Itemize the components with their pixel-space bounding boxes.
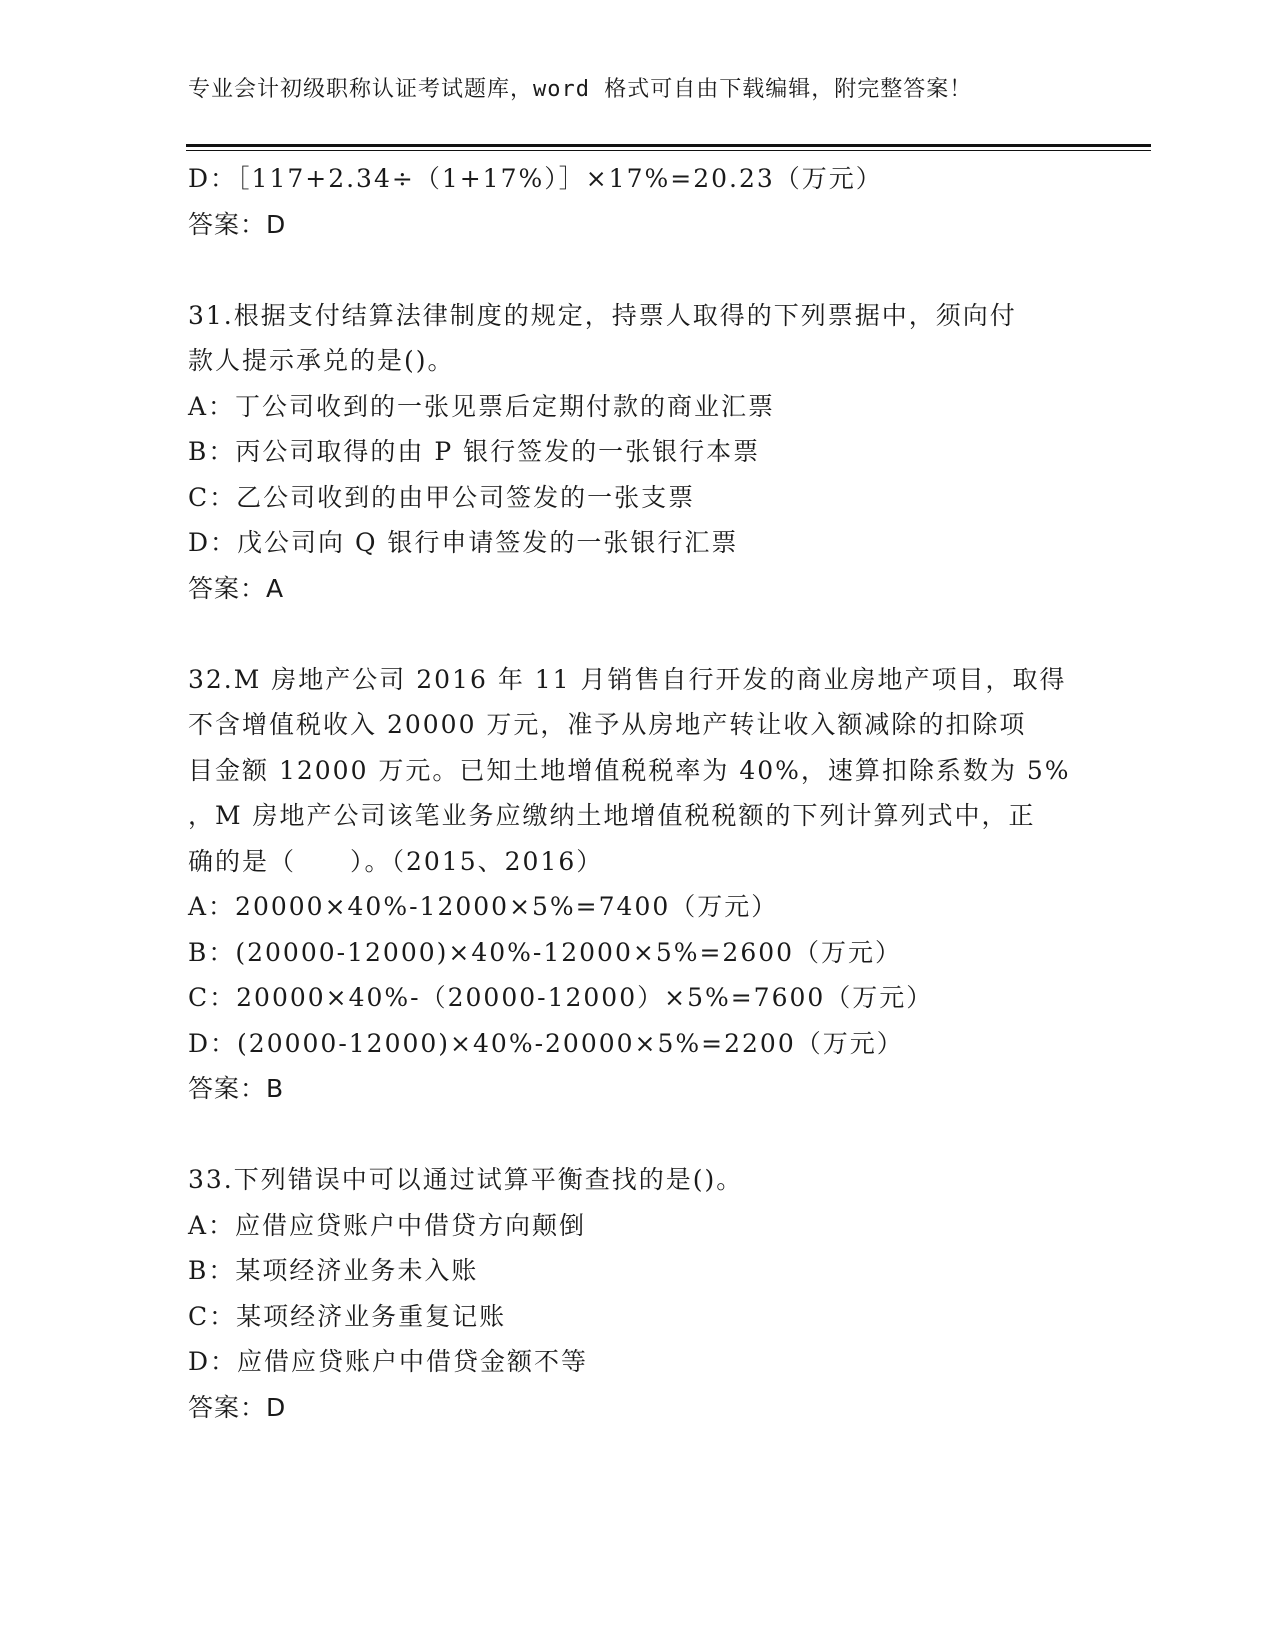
spacer: [188, 1112, 1088, 1158]
q32-answer: 答案：B: [188, 1074, 285, 1103]
q33-option-c: C：某项经济业务重复记账: [188, 1301, 507, 1331]
q32-stem-line-2: 不含增值税收入 20000 万元，准予从房地产转让收入额减除的扣除项: [188, 710, 1027, 739]
page-header: 专业会计初级职称认证考试题库，word 格式可自由下载编辑，附完整答案！: [188, 77, 973, 102]
header-rule-thin: [186, 150, 1151, 151]
prev-option-d: D：［117+2.34÷（1+17%）］×17%=20.23（万元）: [188, 164, 883, 193]
question-content: [188, 156, 1088, 1430]
prev-answer: 答案：D: [188, 209, 287, 239]
q32-option-a: A：20000×40%-12000×5%=7400（万元）: [188, 892, 779, 921]
header-rule-thick: [186, 144, 1151, 147]
q32-stem-line-3: 目金额 12000 万元。已知土地增值税税率为 40%，速算扣除系数为 5%: [188, 755, 1071, 785]
question-33: [188, 1157, 1088, 1430]
q32-option-b: B：(20000-12000)×40%-12000×5%=2600（万元）: [188, 937, 903, 967]
q31-option-d: D：戊公司向 Q 银行申请签发的一张银行汇票: [188, 528, 739, 557]
q33-option-a: A：应借应贷账户中借贷方向颠倒: [188, 1210, 587, 1240]
q32-stem-line-1: 32.M 房地产公司 2016 年 11 月销售自行开发的商业房地产项目，取得: [188, 664, 1067, 694]
question-32: [188, 657, 1088, 1112]
spacer: [188, 611, 1088, 657]
spacer: [188, 247, 1088, 293]
q33-answer: 答案：D: [188, 1392, 287, 1422]
q32-option-c: C：20000×40%-（20000-12000）×5%=7600（万元）: [188, 983, 934, 1012]
q31-stem-line-1: 31.根据支付结算法律制度的规定，持票人取得的下列票据中，须向付: [188, 300, 1017, 330]
q31-answer: 答案：A: [188, 573, 285, 603]
q32-stem-line-4: ，M 房地产公司该笔业务应缴纳土地增值税税额的下列计算列式中，正: [188, 801, 1036, 830]
q31-option-c: C：乙公司收到的由甲公司签发的一张支票: [188, 482, 696, 512]
q31-stem-line-2: 款人提示承兑的是()。: [188, 346, 455, 375]
q33-option-b: B：某项经济业务未入账: [188, 1256, 479, 1285]
q32-stem-line-5: 确的是（ ）。（2015、2016）: [188, 846, 604, 876]
q33-stem-line-1: 33.下列错误中可以通过试算平衡查找的是()。: [188, 1165, 744, 1194]
q32-option-d: D：(20000-12000)×40%-20000×5%=2200（万元）: [188, 1028, 904, 1058]
q31-option-a: A：丁公司收到的一张见票后定期付款的商业汇票: [188, 391, 776, 421]
question-31: [188, 293, 1088, 612]
q31-option-b: B：丙公司取得的由 P 银行签发的一张银行本票: [188, 437, 761, 466]
q33-option-d: D：应借应贷账户中借贷金额不等: [188, 1347, 589, 1376]
